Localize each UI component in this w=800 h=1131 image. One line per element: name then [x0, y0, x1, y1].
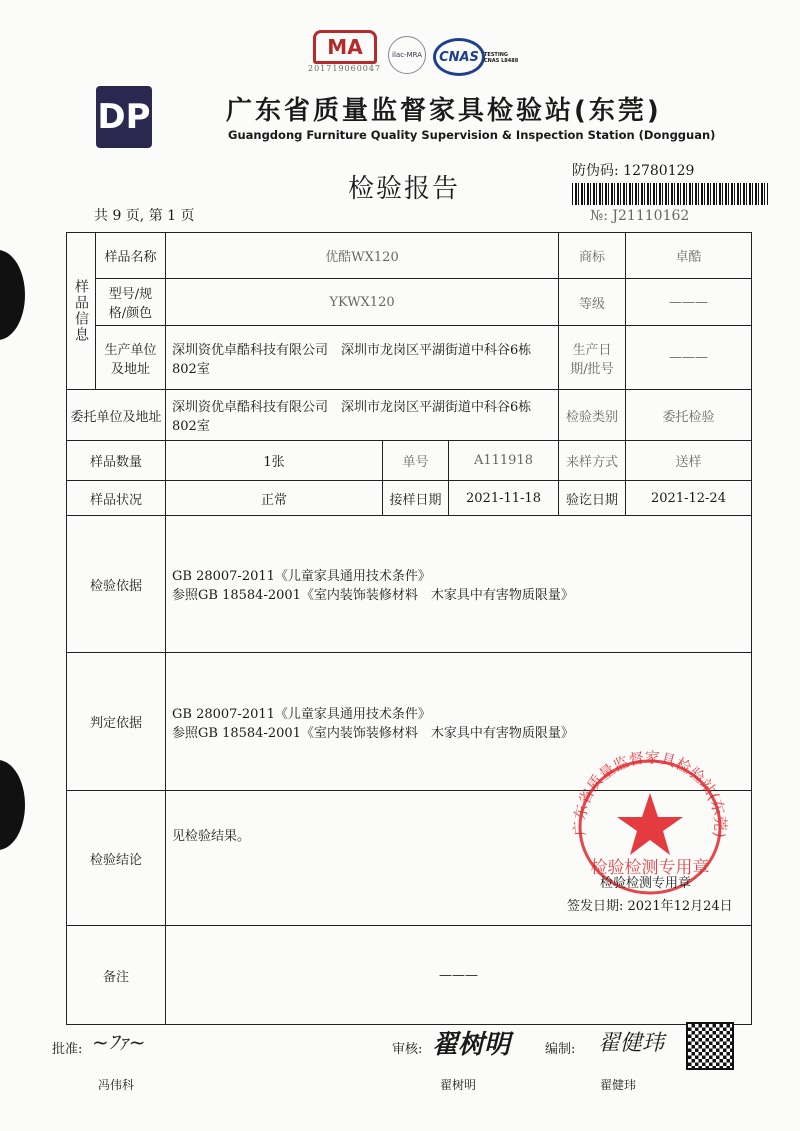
- anti-fake-code: 防伪码: 12780129: [572, 163, 695, 179]
- order-number: A111918: [448, 440, 559, 481]
- author-name: 翟健玮: [600, 1078, 637, 1092]
- brand-label: 商标: [558, 232, 626, 279]
- model-label: 型号/规格/颜色: [95, 278, 166, 326]
- finish-date: 2021-12-24: [625, 480, 752, 516]
- production-date-label: 生产日期/批号: [558, 325, 626, 390]
- svg-text:检验检测专用章: 检验检测专用章: [590, 858, 710, 878]
- author-label: 编制:: [545, 1042, 576, 1057]
- model: YKWX120: [165, 278, 559, 326]
- cma-logo: MA: [313, 30, 377, 64]
- producer-label: 生产单位及地址: [95, 325, 166, 390]
- grade: ———: [625, 278, 752, 326]
- conclusion-label: 检验结论: [66, 790, 166, 926]
- finish-date-label: 验讫日期: [558, 480, 626, 516]
- inspection-type-label: 检验类别: [558, 389, 626, 441]
- brand: 卓酷: [625, 232, 752, 279]
- cnas-logo: CNAS: [433, 38, 485, 76]
- judgement-standard-1: GB 28007-2011《儿童家具通用技术条件》: [172, 706, 431, 722]
- quantity: 1张: [165, 440, 383, 481]
- conclusion: 见检验结果。: [165, 790, 752, 926]
- sample-info-group-label: 样品信息: [66, 232, 96, 390]
- stamp-print-label: 检验检测专用章: [600, 876, 692, 891]
- station-name-en: Guangdong Furniture Quality Supervision & Inspection Station (Dongguan): [228, 128, 716, 142]
- quantity-label: 样品数量: [66, 440, 166, 481]
- review-name: 翟树明: [440, 1078, 477, 1092]
- grade-label: 等级: [558, 278, 626, 326]
- receive-date-label: 接样日期: [382, 480, 449, 516]
- approve-label: 批准:: [52, 1042, 83, 1057]
- sample-name: 优酷WX120: [165, 232, 559, 279]
- station-logo: DP: [96, 86, 152, 148]
- receive-date: 2021-11-18: [448, 480, 559, 516]
- barcode: [572, 183, 768, 205]
- remark-label: 备注: [66, 925, 166, 1025]
- cnas-sub: TESTING CNAS L8488: [484, 52, 519, 64]
- binder-hole: [0, 250, 25, 340]
- issue-date: 签发日期: 2021年12月24日: [567, 899, 733, 914]
- qr-code: [688, 1024, 732, 1068]
- report-number: №: J21110162: [590, 208, 690, 224]
- sampling-label: 来样方式: [558, 440, 626, 481]
- client-label: 委托单位及地址: [66, 389, 166, 441]
- approve-name: 冯伟科: [98, 1078, 135, 1092]
- cma-number: 201719060047: [308, 64, 382, 73]
- order-label: 单号: [382, 440, 449, 481]
- state-label: 样品状况: [66, 480, 166, 516]
- basis-label: 检验依据: [66, 515, 166, 653]
- basis-standard-1: GB 28007-2011《儿童家具通用技术条件》: [172, 569, 431, 584]
- author-signature: 翟健玮: [598, 1031, 665, 1056]
- sampling-method: 送样: [625, 440, 752, 481]
- remark: ———: [165, 925, 752, 1025]
- review-signature: 翟树明: [432, 1030, 511, 1060]
- state: 正常: [165, 480, 383, 516]
- client: 深圳资优卓酷科技有限公司 深圳市龙岗区平湖街道中科谷6栋802室: [165, 389, 559, 441]
- svg-text:广东省质量监督家具检验站(东莞): 广东省质量监督家具检验站(东莞): [570, 748, 730, 840]
- judgement-label: 判定依据: [66, 652, 166, 791]
- station-name-cn: 广东省质量监督家具检验站(东莞): [226, 96, 662, 126]
- basis-standard-2: 参照GB 18584-2001《室内装饰装修材料 木家具中有害物质限量》: [172, 588, 574, 603]
- approve-signature: ~ﾌｧ~: [92, 1030, 146, 1054]
- ilac-logo: ilac-MRA: [388, 36, 426, 74]
- judgement-standard-2: 参照GB 18584-2001《室内装饰装修材料 木家具中有害物质限量》: [172, 725, 574, 741]
- sample-name-label: 样品名称: [95, 232, 166, 279]
- page-info: 共 9 页, 第 1 页: [94, 208, 195, 224]
- producer: 深圳资优卓酷科技有限公司 深圳市龙岗区平湖街道中科谷6栋802室: [165, 325, 559, 390]
- production-date: ———: [625, 325, 752, 390]
- review-label: 审核:: [392, 1042, 423, 1057]
- inspection-type: 委托检验: [625, 389, 752, 441]
- report-title: 检验报告: [348, 174, 461, 204]
- binder-hole: [0, 760, 25, 850]
